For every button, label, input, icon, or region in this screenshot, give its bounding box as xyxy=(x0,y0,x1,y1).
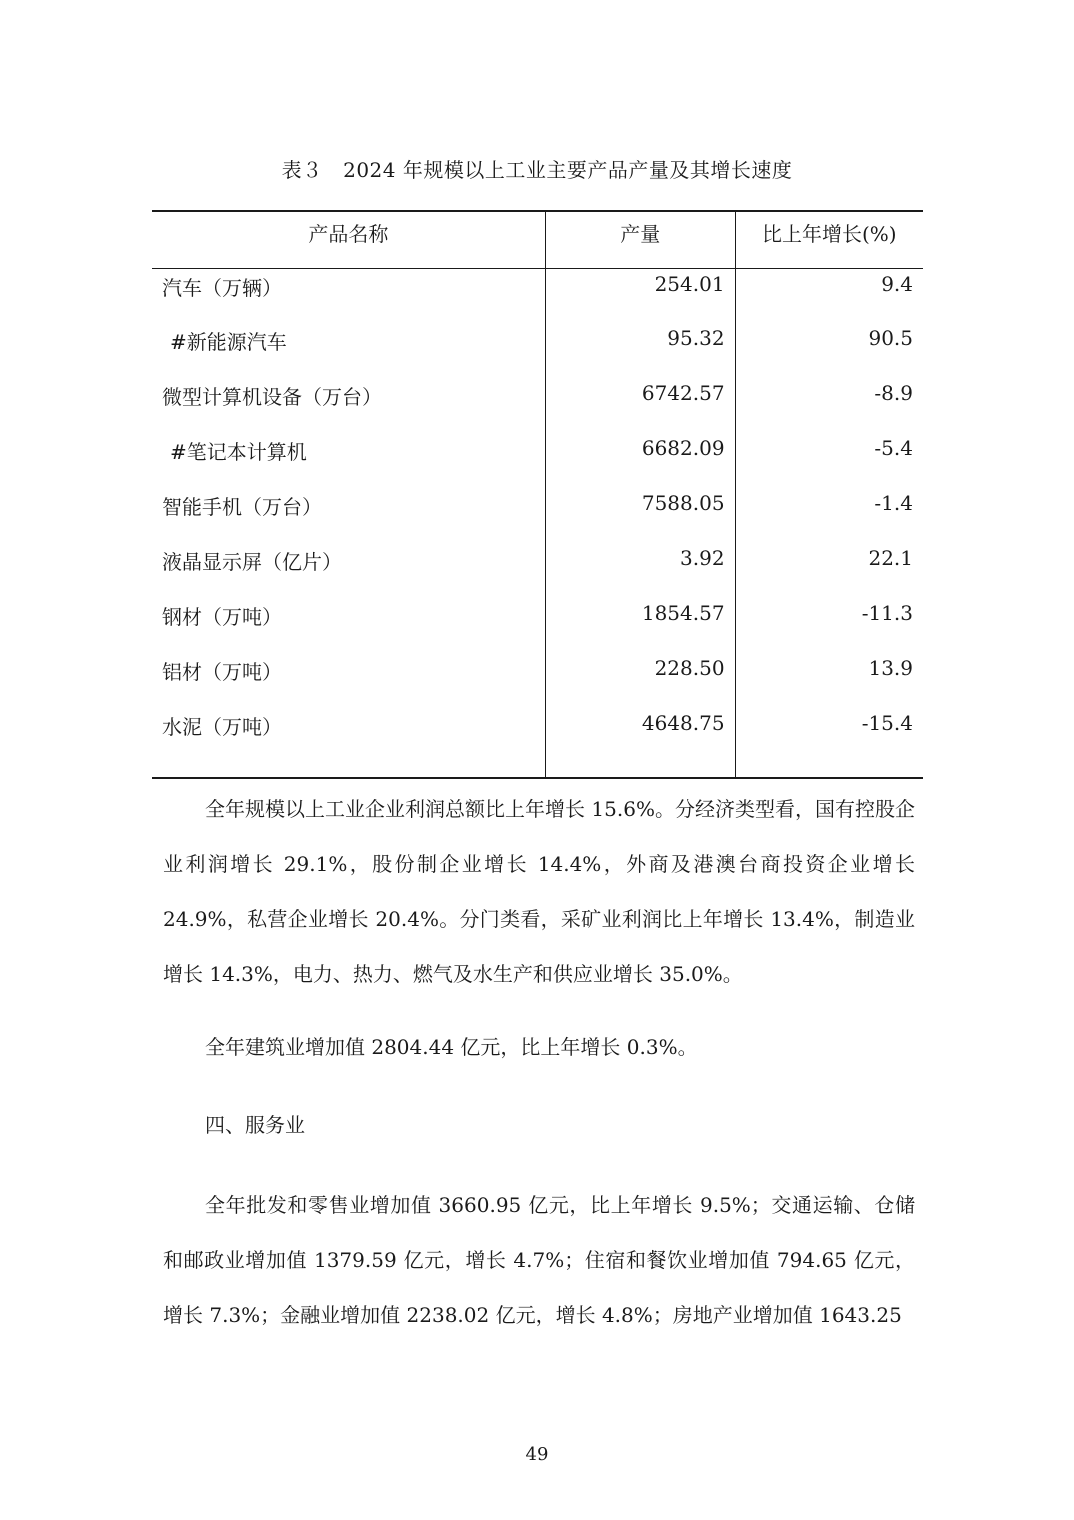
quantity-cell: 1854.57 xyxy=(545,598,735,653)
section-heading-services: 四、服务业 xyxy=(205,1113,305,1137)
quantity-cell: 6742.57 xyxy=(545,378,735,433)
product-name-cell: 铝材（万吨） xyxy=(152,653,545,708)
growth-cell: -5.4 xyxy=(874,436,913,460)
growth-cell: -11.3 xyxy=(861,601,913,625)
product-name-cell: #笔记本计算机 xyxy=(152,433,545,488)
growth-cell: -15.4 xyxy=(861,711,913,735)
growth-cell: 90.5 xyxy=(868,326,913,350)
table-header-row xyxy=(152,211,923,268)
quantity-cell: 95.32 xyxy=(545,323,735,378)
table-row xyxy=(152,433,923,488)
table-row xyxy=(152,543,923,598)
quantity-cell: 7588.05 xyxy=(545,488,735,543)
services-paragraph: 全年批发和零售业增加值 3660.95 亿元，比上年增长 9.5%；交通运输、仓储和邮政业增加值 1379.59 亿元，增长 4.7%；住宿和餐饮业增加值 794.65 亿元，增长 7.3%；金融业增加值 2238.02 亿元，增长 4.8%；房地产业增加值 1643.25 xyxy=(163,1193,915,1327)
quantity-cell: 228.50 xyxy=(545,653,735,708)
growth-cell: -8.9 xyxy=(874,381,913,405)
product-name-cell: 钢材（万吨） xyxy=(152,598,545,653)
page-number: 49 xyxy=(525,1444,549,1465)
quantity-cell: 254.01 xyxy=(545,268,735,323)
growth-cell: 22.1 xyxy=(868,546,913,570)
construction-paragraph: 全年建筑业增加值 2804.44 亿元，比上年增长 0.3%。 xyxy=(205,1035,698,1059)
table-row xyxy=(152,653,923,708)
table-row xyxy=(152,378,923,433)
production-table-container xyxy=(152,210,923,779)
quantity-cell: 4648.75 xyxy=(545,708,735,778)
quantity-cell: 3.92 xyxy=(545,543,735,598)
table-row xyxy=(152,708,923,778)
product-name-cell: 水泥（万吨） xyxy=(152,708,545,778)
growth-cell: -1.4 xyxy=(874,491,913,515)
growth-cell: 13.9 xyxy=(868,656,913,680)
header-product-name: 产品名称 xyxy=(152,211,545,268)
product-name-cell: 智能手机（万台） xyxy=(152,488,545,543)
quantity-cell: 6682.09 xyxy=(545,433,735,488)
header-quantity: 产量 xyxy=(545,211,735,268)
header-growth: 比上年增长(%) xyxy=(761,222,897,246)
product-name-cell: #新能源汽车 xyxy=(152,323,545,378)
production-table xyxy=(152,210,923,779)
growth-cell: 9.4 xyxy=(881,271,913,296)
product-name-cell: 液晶显示屏（亿片） xyxy=(152,543,545,598)
profits-paragraph: 全年规模以上工业企业利润总额比上年增长 15.6%。分经济类型看，国有控股企业利润增长 29.1%，股份制企业增长 14.4%，外商及港澳台商投资企业增长 24.9%，私营企业增长 20.4%。分门类看，采矿业利润比上年增长 13.4%，制造业增长 14.3%，电力、热力、燃气及水生产和供应业增长 35.0%。 xyxy=(163,797,915,986)
table-row xyxy=(152,323,923,378)
table-row xyxy=(152,598,923,653)
product-name-cell: 汽车（万辆） xyxy=(152,268,545,323)
table-row xyxy=(152,488,923,543)
product-name-cell: 微型计算机设备（万台） xyxy=(152,378,545,433)
table-row xyxy=(152,268,923,323)
table-title: 表３ 2024 年规模以上工业主要产品产量及其增长速度 xyxy=(281,158,793,182)
